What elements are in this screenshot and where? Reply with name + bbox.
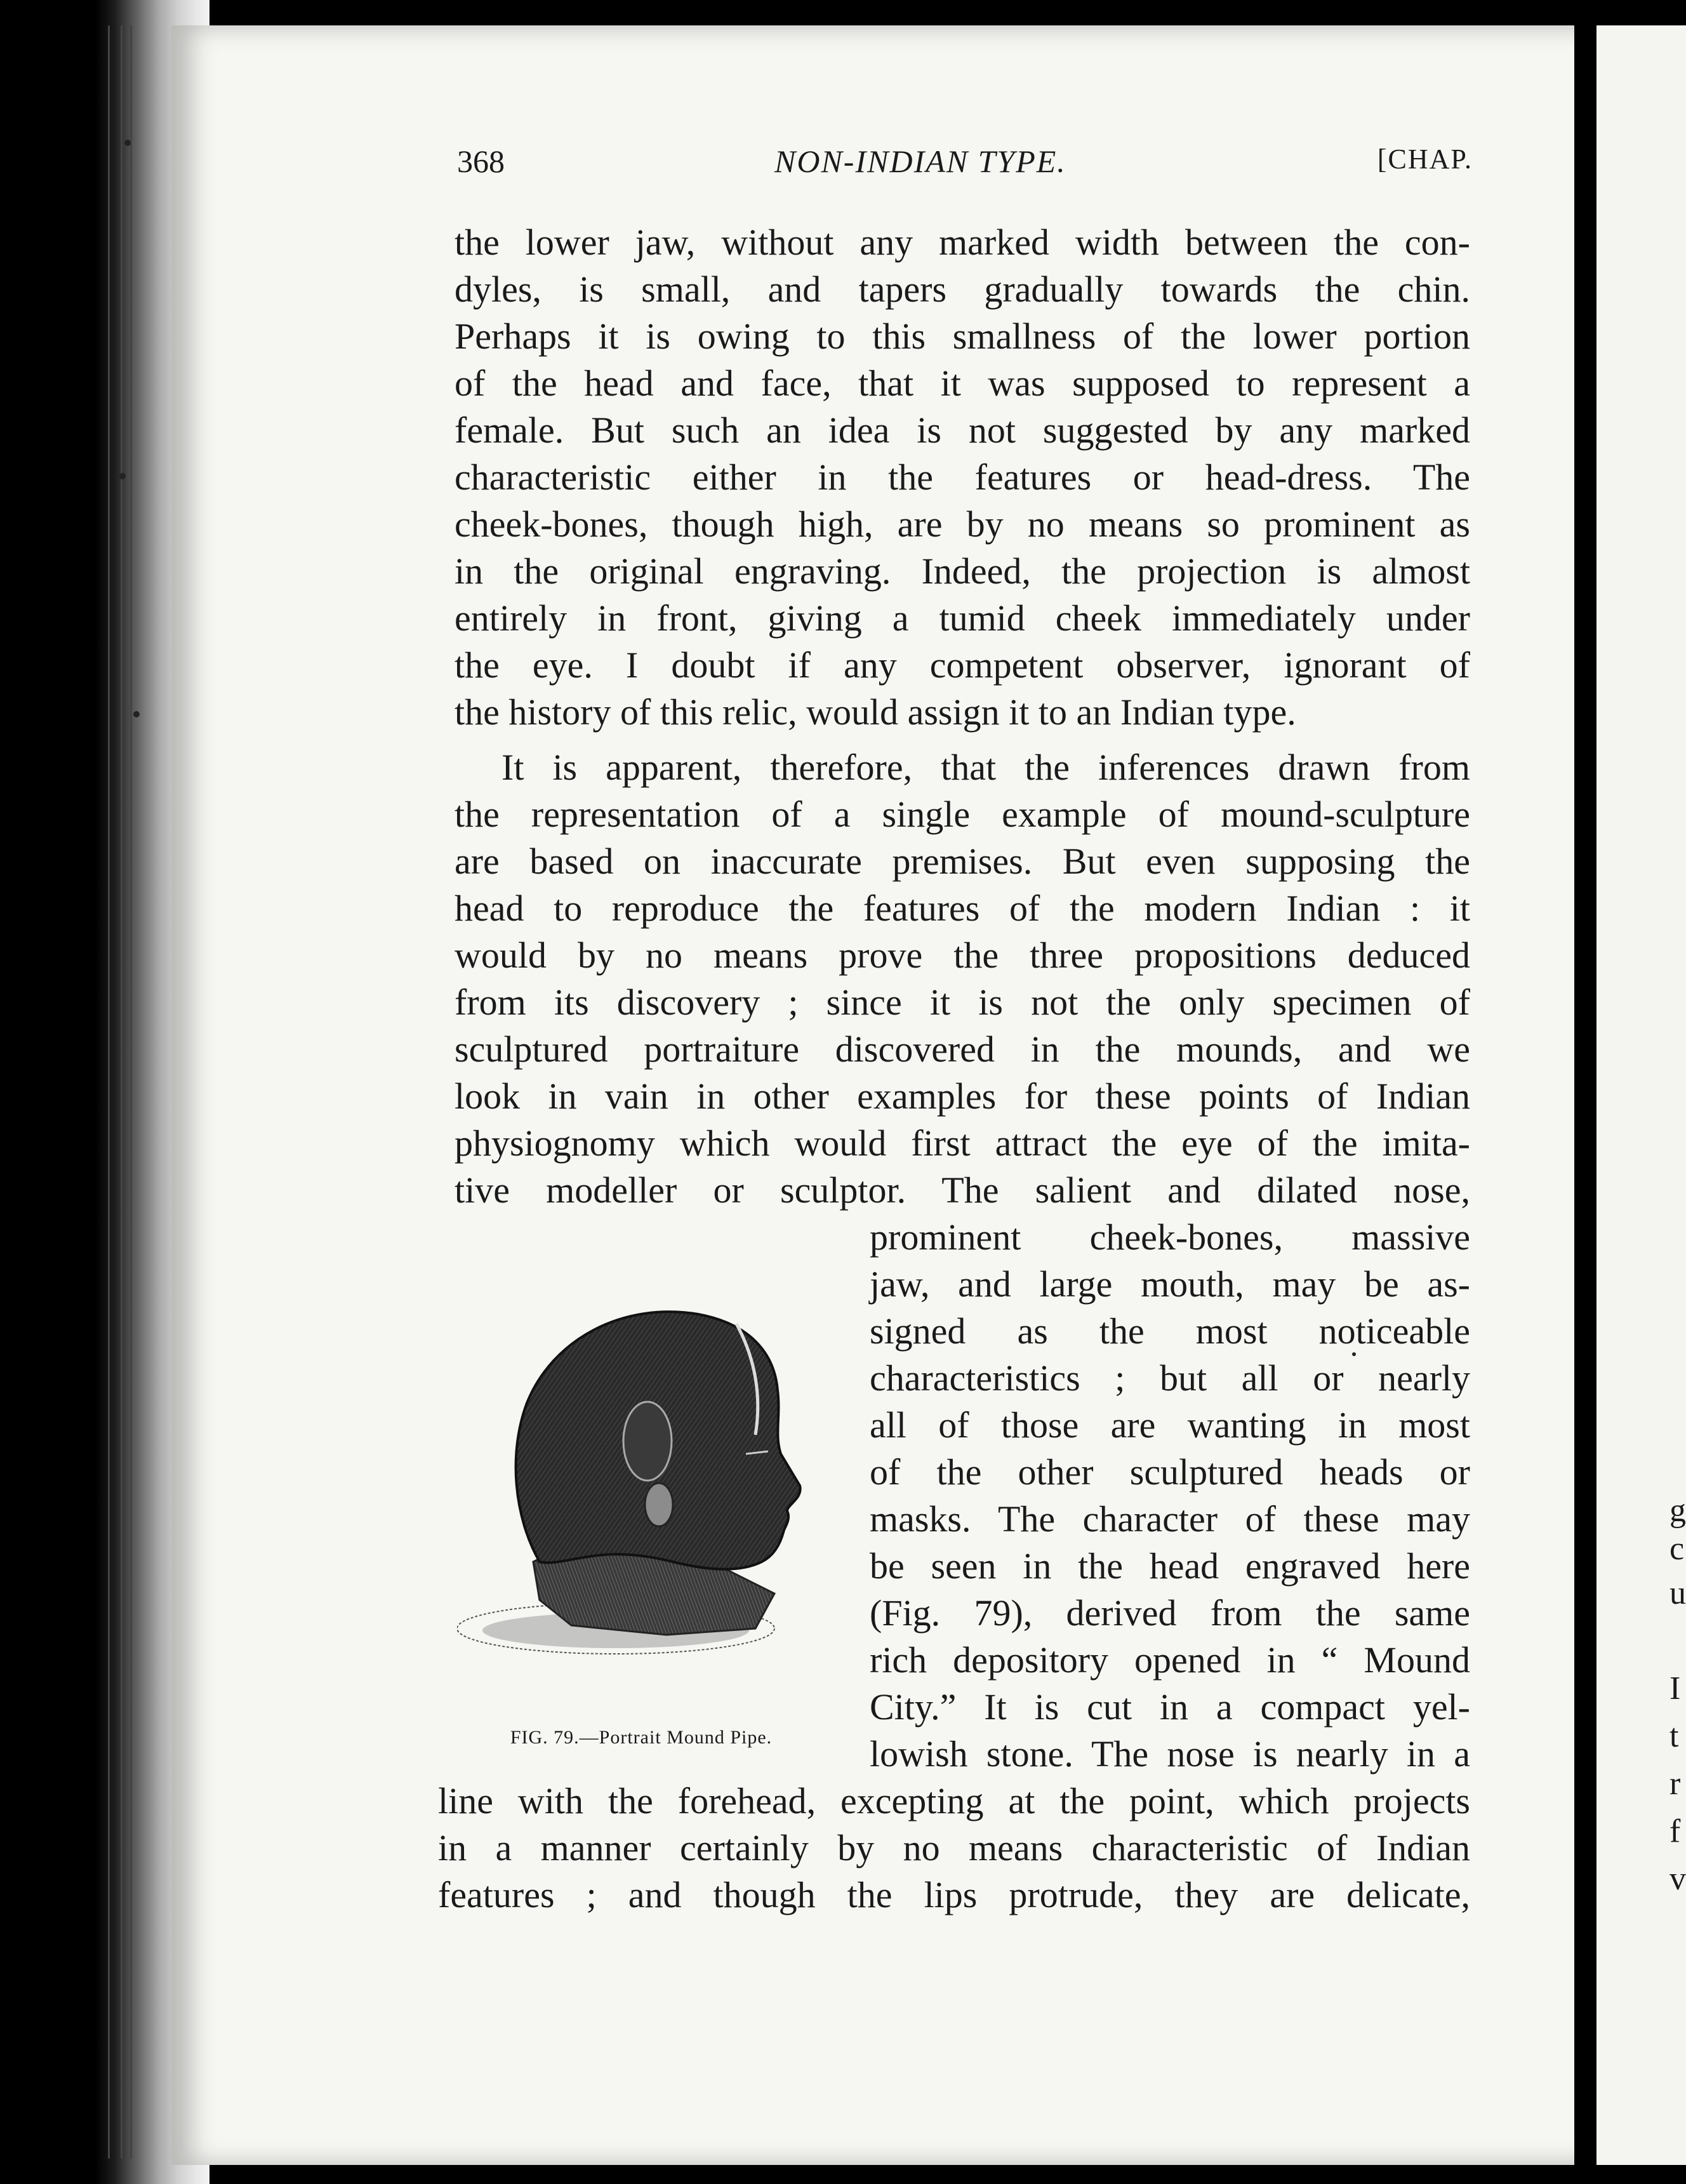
- facing-page-letter: f: [1669, 1813, 1681, 1849]
- facing-page-letter: I: [1669, 1670, 1681, 1707]
- text-line: line with the forehead, excepting at the point, which projects: [438, 1780, 1470, 1821]
- running-title: NON-INDIAN TYPE.: [774, 143, 1066, 179]
- portrait-mound-pipe-figure: [457, 1263, 851, 1682]
- facing-page-letter: c: [1669, 1531, 1685, 1567]
- text-line: in the original engraving. Indeed, the projection is almost: [455, 550, 1470, 592]
- text-line: the history of this relic, would assign it to an Indian type.: [455, 691, 1296, 733]
- text-line: rich depository opened in “ Mound: [870, 1639, 1470, 1681]
- text-line: Perhaps it is owing to this smallness of the lower portion: [455, 316, 1470, 357]
- text-line: physiognomy which would first attract the eye of the imita-: [455, 1122, 1470, 1164]
- text-line: the eye. I doubt if any competent observer, ignorant of: [455, 644, 1470, 686]
- text-line: masks. The character of these may: [870, 1498, 1470, 1540]
- text-line: lowish stone. The nose is nearly in a: [870, 1733, 1470, 1774]
- text-line: tive modeller or sculptor. The salient and dilated nose,: [455, 1169, 1470, 1211]
- portrait-head-engraving: [457, 1263, 851, 1682]
- facing-page-letter: v: [1669, 1861, 1686, 1897]
- figure-caption: FIG. 79.—Portrait Mound Pipe.: [510, 1727, 773, 1748]
- text-line: the representation of a single example of mound-sculpture: [455, 794, 1470, 835]
- text-line: features ; and though the lips protrude, they are delicate,: [438, 1874, 1470, 1915]
- text-line: head to reproduce the features of the modern Indian : it: [455, 888, 1470, 929]
- page-number: 368: [457, 143, 505, 179]
- text-line: entirely in front, giving a tumid cheek immediately under: [455, 597, 1470, 639]
- text-line: look in vain in other examples for these points of Indian: [455, 1075, 1470, 1117]
- facing-page-letter: r: [1669, 1766, 1681, 1802]
- text-line: of the other sculptured heads or: [870, 1451, 1470, 1493]
- running-header: [457, 143, 1473, 194]
- chapter-mark: [CHAP.: [1377, 143, 1473, 175]
- text-line: in a manner certainly by no means characteristic of Indian: [438, 1827, 1470, 1868]
- text-line: (Fig. 79), derived from the same: [870, 1592, 1470, 1634]
- text-line: are based on inaccurate premises. But even supposing the: [455, 841, 1470, 882]
- text-line: prominent cheek-bones, massive: [870, 1216, 1470, 1258]
- text-line: signed as the most noticeable: [870, 1310, 1470, 1352]
- text-line: of the head and face, that it was supposed to represent a: [455, 363, 1470, 404]
- text-line: female. But such an idea is not suggested by any marked: [455, 410, 1470, 451]
- page-edge-line: [121, 25, 123, 2159]
- facing-page-letter: g: [1669, 1493, 1686, 1529]
- text-line: the lower jaw, without any marked width between the con-: [455, 222, 1470, 263]
- text-line: sculptured portraiture discovered in the mounds, and we: [455, 1029, 1470, 1070]
- text-line: jaw, and large mouth, may be as-: [870, 1263, 1470, 1305]
- facing-page-letter: t: [1669, 1718, 1679, 1754]
- text-line: It is apparent, therefore, that the inferences drawn from: [501, 747, 1470, 788]
- scan-speck: [124, 140, 131, 146]
- page-edge-line: [130, 25, 132, 2159]
- page-edge-line: [108, 25, 110, 2159]
- text-line: all of those are wanting in most: [870, 1404, 1470, 1446]
- text-line: from its discovery ; since it is not the only specimen of: [455, 982, 1470, 1023]
- text-line: would by no means prove the three propositions deduced: [455, 935, 1470, 976]
- text-line: dyles, is small, and tapers gradually towards the chin.: [455, 269, 1470, 310]
- text-line: cheek-bones, though high, are by no means so prominent as: [455, 503, 1470, 545]
- facing-page-edge: [1596, 25, 1686, 2165]
- text-line: City.” It is cut in a compact yel-: [870, 1686, 1470, 1728]
- text-line: be seen in the head engraved here: [870, 1545, 1470, 1587]
- text-line: characteristic either in the features or head-dress. The: [455, 456, 1470, 498]
- text-line: characteristics ; but all or nearly: [870, 1357, 1470, 1399]
- scan-speck: [119, 473, 126, 479]
- scan-speck: [133, 711, 140, 717]
- facing-page-letter: u: [1669, 1575, 1686, 1611]
